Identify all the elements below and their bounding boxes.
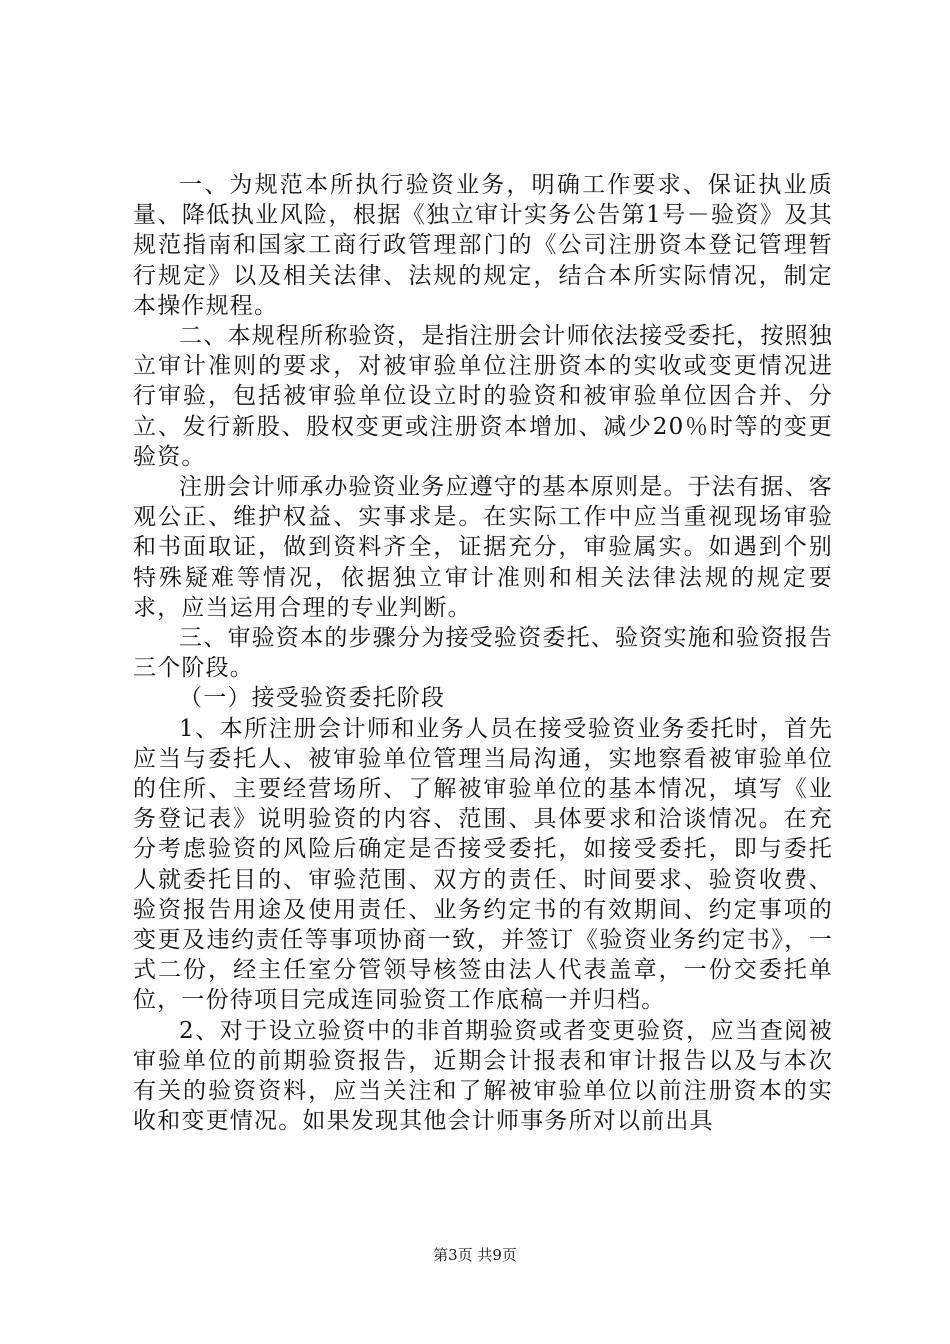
paragraph-definition: 二、本规程所称验资，是指注册会计师依法接受委托，按照独立审计准则的要求，对被审验单位注册资本的实收或变更情况进行审验，包括被审验单位设立时的验资和被审验单位因合并、分立、发行新股、股权变更或注册资本增加、减少20％时等的变更验资。 [133,323,833,470]
section-heading-acceptance: （一）接受验资委托阶段 [179,685,446,712]
paragraph-purpose: 一、为规范本所执行验资业务，明确工作要求、保证执业质量、降低执业风险，根据《独立审计实务公告第1号－验资》及其规范指南和国家工商行政管理部门的《公司注册资本登记管理暂行规定》以及相关法律、法规的规定，结合本所实际情况，制定本操作规程。 [133,172,833,319]
paragraph-principles: 注册会计师承办验资业务应遵守的基本原则是。于法有据、客观公正、维护权益、实事求是。在实际工作中应当重视现场审验和书面取证，做到资料齐全，证据充分，审验属实。如遇到个别特殊疑难等情况，依据独立审计准则和相关法律法规的规定要求，应当运用合理的专业判断。 [133,474,833,621]
paragraph-item-2: 2、对于设立验资中的非首期验资或者变更验资，应当查阅被审验单位的前期验资报告，近期会计报表和审计报告以及与本次有关的验资资料，应当关注和了解被审验单位以前注册资本的实收和变更情况。如果发现其他会计师事务所对以前出具 [133,1017,833,1135]
document-body [133,170,833,1137]
paragraph-item-1: 1、本所注册会计师和业务人员在接受验资业务委托时，首先应当与委托人、被审验单位管理当局沟通，实地察看被审验单位的住所、主要经营场所、了解被审验单位的基本情况，填写《业务登记表》说明验资的内容、范围、具体要求和洽谈情况。在充分考虑验资的风险后确定是否接受委托，如接受委托，即与委托人就委托目的、审验范围、双方的责任、时间要求、验资收费、验资报告用途及使用责任、业务约定书的有效期间、约定事项的变更及违约责任等事项协商一致，并签订《验资业务约定书》，一式二份，经主任室分管领导核签由法人代表盖章，一份交委托单位，一份待项目完成连同验资工作底稿一并归档。 [133,715,833,1014]
paragraph-steps: 三、审验资本的步骤分为接受验资委托、验资实施和验资报告三个阶段。 [133,625,833,682]
page-number-footer: 第3页 共9页 [433,1246,517,1264]
